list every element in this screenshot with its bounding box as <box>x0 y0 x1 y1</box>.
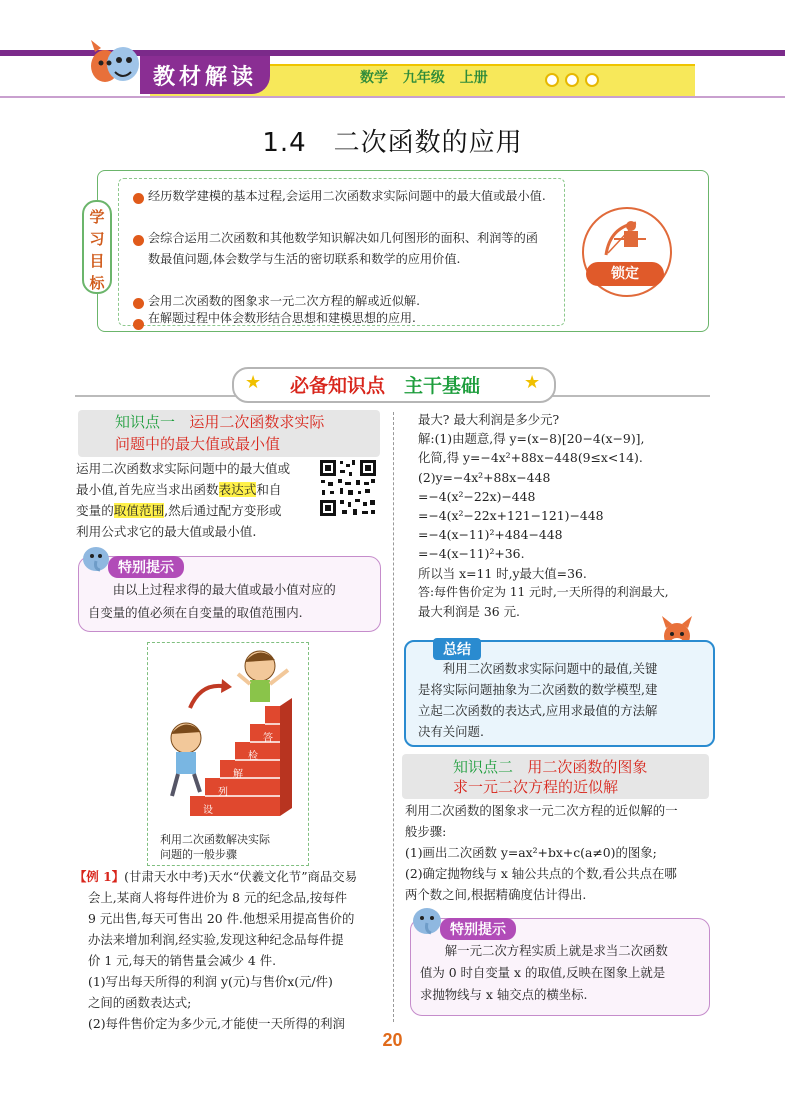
kp2-heading-line1 <box>453 756 647 778</box>
banner-title-red: 必备知识点 <box>290 375 386 397</box>
header-dot <box>585 73 599 87</box>
kp1-text-line: 利用公式求它的最大值或最小值. <box>76 524 257 539</box>
solution-line: 最大利润是 36 元. <box>418 604 520 620</box>
goals-label <box>82 200 112 294</box>
section-banner <box>232 367 556 403</box>
kp1-title-line1: 运用二次函数求实际 <box>189 413 325 431</box>
example-line: 9 元出售,每天可售出 20 件.他想采用提高售价的 <box>88 911 355 926</box>
bullet-icon <box>133 235 144 246</box>
page-title: 1.4 二次函数的应用 <box>262 128 523 158</box>
goal-item: 经历数学建模的基本过程,会运用二次函数求实际问题中的最大值或最小值. <box>148 189 546 203</box>
example-line: 办法来增加利润,经实验,发现这种纪念品每件提 <box>88 932 344 947</box>
solution-line: 化简,得 y=−4x²+88x−448(9≤x<14). <box>418 450 643 466</box>
solution-line: 解:(1)由题意,得 y=(x−8)[20−4(x−9)], <box>418 431 645 447</box>
qr-code-icon[interactable] <box>318 458 378 518</box>
page-number: 20 <box>382 1030 403 1050</box>
goals-label-text: 学 习 目 标 <box>89 208 105 292</box>
column-divider <box>393 412 394 1022</box>
banner-title-green: 主干基础 <box>404 375 481 397</box>
lock-label: 锁定 <box>586 262 664 286</box>
goal-item: 会用二次函数的图象求一元二次方程的解或近似解. <box>148 294 420 308</box>
kp2-line: 两个数之间,根据精确度估计得出. <box>405 887 587 902</box>
stair-label: 设 <box>203 805 213 816</box>
solution-line: (2)y=−4x²+88x−448 <box>418 469 551 485</box>
illustration-caption: 利用二次函数解决实际 问题的一般步骤 <box>160 833 270 861</box>
stairs-illustration <box>150 646 304 830</box>
example-line: 价 1 元,每天的销售量会减少 4 件. <box>88 953 277 968</box>
solution-line: =−4(x²−22x)−448 <box>418 488 536 504</box>
bullet-icon <box>133 298 144 309</box>
stair-label: 审 <box>192 819 202 830</box>
kp1-text <box>76 458 316 542</box>
kp1-text-line: 运用二次函数求实际问题中的最大值或 <box>76 461 291 476</box>
kp2-title-line2: 求一元二次方程的近似解 <box>453 778 619 796</box>
kp2-title-line1: 用二次函数的图象 <box>527 758 648 776</box>
solution-line: =−4(x²−22x+121−121)−448 <box>418 508 604 524</box>
header-divider <box>0 96 785 98</box>
kp1-text-line: 变量的取值范围,然后通过配方变形或 <box>76 503 282 518</box>
summary-text: 利用二次函数求实际问题中的最值,关键 是将实际问题抽象为二次函数的数学模型,建 立起二次函数的表达式,应用求最值的方法解 决有关问题. <box>418 661 658 739</box>
kp1-heading-line1 <box>115 411 324 433</box>
kp2-line: (1)画出二次函数 y=ax²+bx+c(a≠0)的图象; <box>405 845 657 860</box>
stair-label: 列 <box>218 787 228 798</box>
book-info: 数学 九年级 上册 <box>360 70 488 86</box>
tip-text-2: 解一元二次方程实质上就是求当二次函数 值为 0 时自变量 x 的取值,反映在图象上就是 求抛物线与 x 轴交点的横坐标. <box>420 943 668 1002</box>
kp2-text <box>405 800 715 905</box>
kp1-title-line2: 问题中的最大值或最小值 <box>115 435 281 453</box>
tip-title-2: 特别提示 <box>440 918 516 940</box>
tip-text-1: 由以上过程求得的最大值或最小值对应的 自变量的值必须在自变量的取值范围内. <box>88 582 336 620</box>
kp2-label: 知识点二 <box>453 758 514 776</box>
example-label: 【例 1】 <box>74 869 125 884</box>
elephant-icon <box>410 904 444 936</box>
example-line: (1)写出每天所得的利润 y(元)与售价x(元/件) <box>88 974 333 989</box>
solution-line: =−4(x−11)²+36. <box>418 546 525 562</box>
solution-block <box>402 410 714 621</box>
mascot-icon <box>85 38 141 88</box>
summary-title: 总结 <box>433 638 481 660</box>
kp1-label: 知识点一 <box>115 413 176 431</box>
example-line: (2)每件售价定为多少元,才能使一天所得的利润 <box>88 1016 345 1031</box>
stair-label: 解 <box>233 769 243 780</box>
kp2-line: 利用二次函数的图象求一元二次方程的近似解的一 <box>405 803 678 818</box>
solution-line: 答:每件售价定为 11 元时,一天所得的利润最大, <box>418 584 669 599</box>
example-line: 会上,某商人将每件进价为 8 元的纪念品,按每件 <box>88 890 348 905</box>
kp2-line: 般步骤: <box>405 824 447 839</box>
star-icon: ★ <box>245 372 262 393</box>
star-icon: ★ <box>524 372 541 393</box>
header-dot <box>565 73 579 87</box>
highlight-range: 取值范围 <box>113 503 165 518</box>
stair-label: 检 <box>248 751 258 762</box>
kp2-line: (2)确定抛物线与 x 轴公共点的个数,看公共点在哪 <box>405 866 677 881</box>
tip-title-1: 特别提示 <box>108 556 184 578</box>
solution-line: 最大? 最大利润是多少元? <box>418 412 560 427</box>
goal-item: 在解题过程中体会数形结合思想和建模思想的应用. <box>148 311 416 325</box>
bullet-icon <box>133 193 144 204</box>
solution-line: =−4(x−11)²+484−448 <box>418 527 563 543</box>
section-name: 教材解读 <box>140 56 270 94</box>
header-dot <box>545 73 559 87</box>
kp1-text-line: 最小值,首先应当求出函数表达式和自 <box>76 482 282 497</box>
goal-item: 会综合运用二次函数和其他数学知识解决如几何图形的面积、利润等的函数最值问题,体会数学与生活的密切联系和数学的应用价值. <box>148 231 538 266</box>
stair-label: 答 <box>263 733 273 744</box>
example-block <box>74 866 392 1034</box>
example-line: 【例 1】(甘肃天水中考)天水“伏羲文化节”商品交易 <box>74 869 358 884</box>
example-line: 之间的函数表达式; <box>88 995 192 1010</box>
highlight-expression: 表达式 <box>218 482 257 497</box>
bullet-icon <box>133 319 144 330</box>
solution-line: 所以当 x=11 时,y最大值=36. <box>418 565 587 581</box>
